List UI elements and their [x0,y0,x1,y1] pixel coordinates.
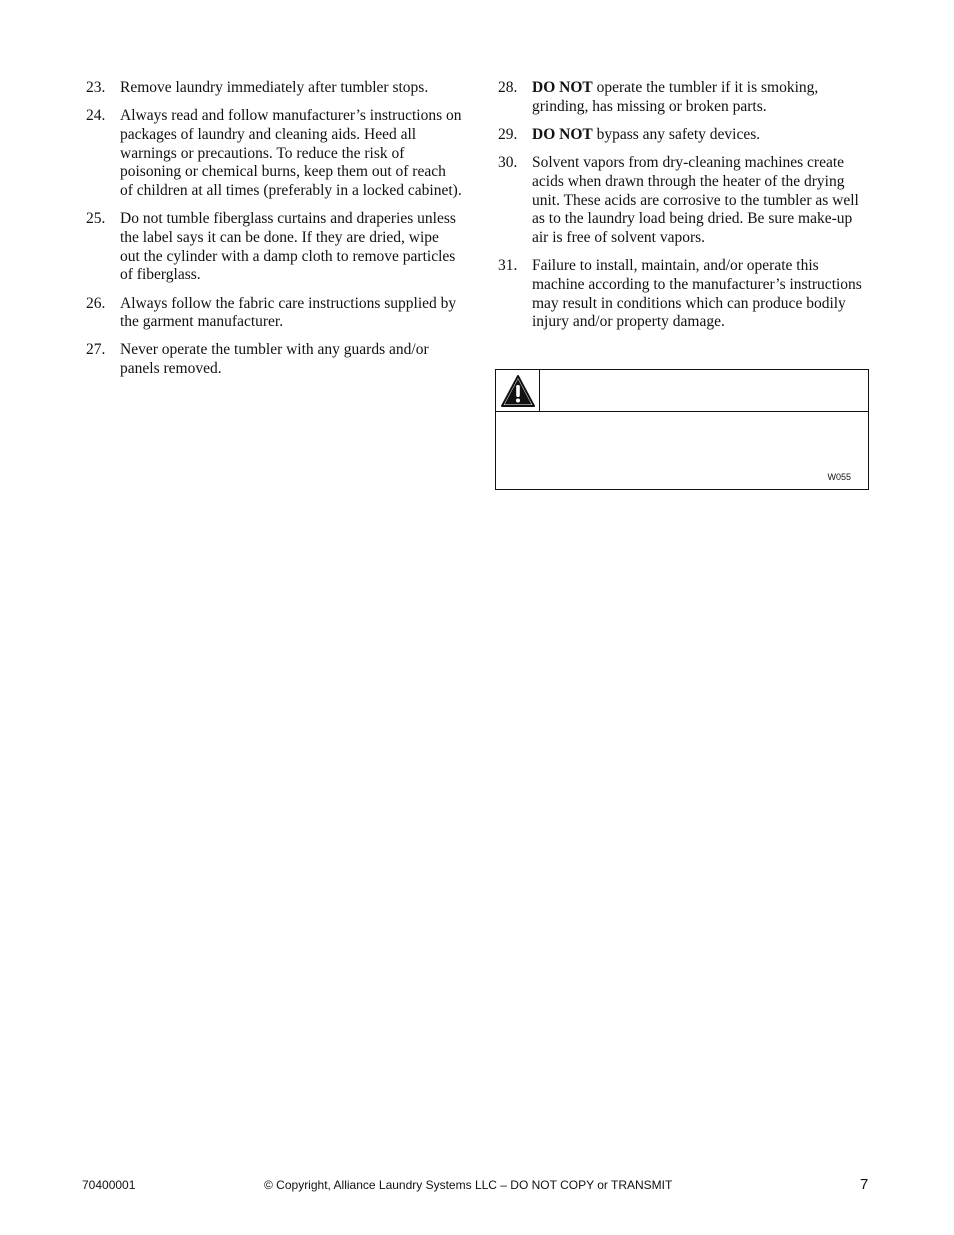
item-text [120,295,462,332]
list-item [86,107,462,201]
item-text [120,341,462,378]
warning-triangle-icon [500,374,536,408]
footer-page-number: 7 [860,1176,869,1193]
item-bold: DO NOT [532,79,593,96]
item-number: 31. [498,257,518,275]
list-item [86,79,462,98]
warning-header [496,370,868,412]
item-text [532,257,872,332]
item-number: 23. [86,79,106,96]
item-number: 30. [498,154,518,172]
list-item [498,257,872,332]
item-text [120,210,462,285]
item-body: Never operate the tumbler with any guards and/or panels removed. [120,341,429,378]
item-text [120,107,462,201]
list-item [498,154,872,248]
item-text [120,79,462,98]
footer-copyright: © Copyright, Alliance Laundry Systems LLC – DO NOT COPY or TRANSMIT [264,1178,673,1192]
left-column [86,79,462,388]
item-body: operate the tumbler if it is smoking, grinding, has missing or broken parts. [532,79,819,115]
list-item [498,126,872,145]
item-body: Always read and follow manufacturer’s instructions on packages of laundry and cleaning aids. Heed all warnings or precautions. To reduce the risk of poisoning or chemical burns, keep them out of reach of children at all times (preferably in a locked cabinet). [120,107,462,200]
warning-box [495,369,869,490]
item-number: 25. [86,210,106,228]
item-body: Always follow the fabric care instructions supplied by the garment manufacturer. [120,294,457,331]
item-text [532,79,872,116]
item-text [532,126,872,145]
list-item [86,210,462,285]
list-item [86,295,462,332]
footer-doc-number: 70400001 [82,1178,136,1192]
item-text [532,154,872,248]
list-item [86,341,462,378]
item-body: Do not tumble fiberglass curtains and draperies unless the label says it can be done. If they are dried, wipe out the cylinder with a damp cloth to remove particles of fiberglass. [120,210,456,284]
item-number: 27. [86,341,106,359]
item-body: Remove laundry immediately after tumbler stops. [120,79,429,96]
item-number: 29. [498,125,518,143]
item-number: 26. [86,294,106,312]
warning-code: W055 [827,472,851,482]
item-body: Solvent vapors from dry-cleaning machines create acids when drawn through the heater of the drying unit. These acids are corrosive to the tumbler as well as to the laundry load being dried. Be sure make-up air is free of solvent vapors. [532,154,859,246]
item-body: bypass any safety devices. [592,125,761,143]
warning-icon-cell [496,370,540,411]
item-number: 28. [498,79,518,96]
right-column [498,79,872,341]
item-number: 24. [86,107,106,125]
item-bold: DO NOT [532,125,593,143]
list-item [498,79,872,116]
item-body: Failure to install, maintain, and/or operate this machine according to the manufacturer’s instructions may result in conditions which can produce bodily injury and/or property damage. [532,257,862,331]
